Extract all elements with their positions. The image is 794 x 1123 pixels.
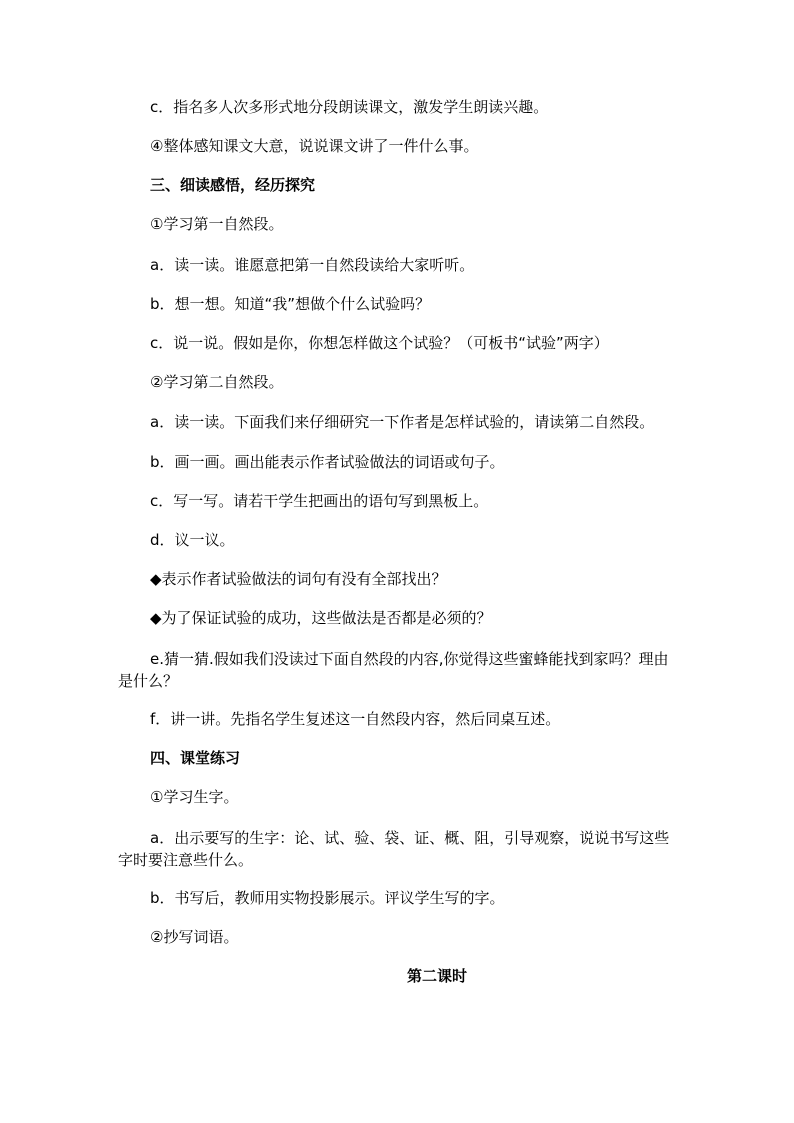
paragraph-write: c．写一写。请若干学生把画出的语句写到黑板上。 [150, 492, 489, 510]
paragraph-study-second: ②学习第二自然段。 [150, 373, 284, 391]
paragraph-discuss: d．议一议。 [150, 531, 235, 549]
paragraph-read-second: a．读一读。下面我们来仔细研究一下作者是怎样试验的，请读第二自然段。 [150, 413, 655, 431]
paragraph-retell: f．讲一讲。先指名学生复述这一自然段内容，然后同桌互述。 [150, 710, 561, 728]
paragraph-say: c．说一说。假如是你，你想怎样做这个试验？（可板书“试验”两字） [150, 334, 609, 352]
paragraph-read: a．读一读。谁愿意把第一自然段读给大家听听。 [150, 256, 475, 274]
paragraph-learn-characters: ①学习生字。 [150, 788, 239, 806]
paragraph-bullet-one: ◆表示作者试验做法的词句有没有全部找出？ [150, 570, 447, 588]
paragraph-guess: e.猜一猜.假如我们没读过下面自然段的内容,你觉得这些蜜蜂能找到家吗？理由是什么？ [118, 650, 669, 690]
paragraph-study-first: ①学习第一自然段。 [150, 215, 284, 233]
paragraph-read-aloud: c．指名多人次多形式地分段朗读课文，激发学生朗读兴趣。 [150, 98, 549, 116]
paragraph-write-after: b．书写后，教师用实物投影展示。评议学生写的字。 [150, 889, 505, 907]
section-heading-three: 三、细读感悟，经历探究 [150, 176, 316, 194]
section-heading-four: 四、课堂练习 [150, 749, 241, 767]
paragraph-bullet-two: ◆为了保证试验的成功，这些做法是否都是必须的？ [150, 609, 492, 627]
paragraph-copy-words: ②抄写词语。 [150, 928, 239, 946]
section-title-second-lesson: 第二课时 [406, 967, 467, 985]
paragraph-overall-perception: ④整体感知课文大意，说说课文讲了一件什么事。 [150, 137, 479, 155]
paragraph-draw: b．画一画。画出能表示作者试验做法的词语或句子。 [150, 453, 505, 471]
paragraph-show-characters: a．出示要写的生字：论、试、验、袋、证、概、阻，引导观察，说说书写这些字时要注意些什么。 [118, 829, 670, 869]
paragraph-think: b．想一想。知道“我”想做个什么试验吗？ [150, 295, 431, 313]
